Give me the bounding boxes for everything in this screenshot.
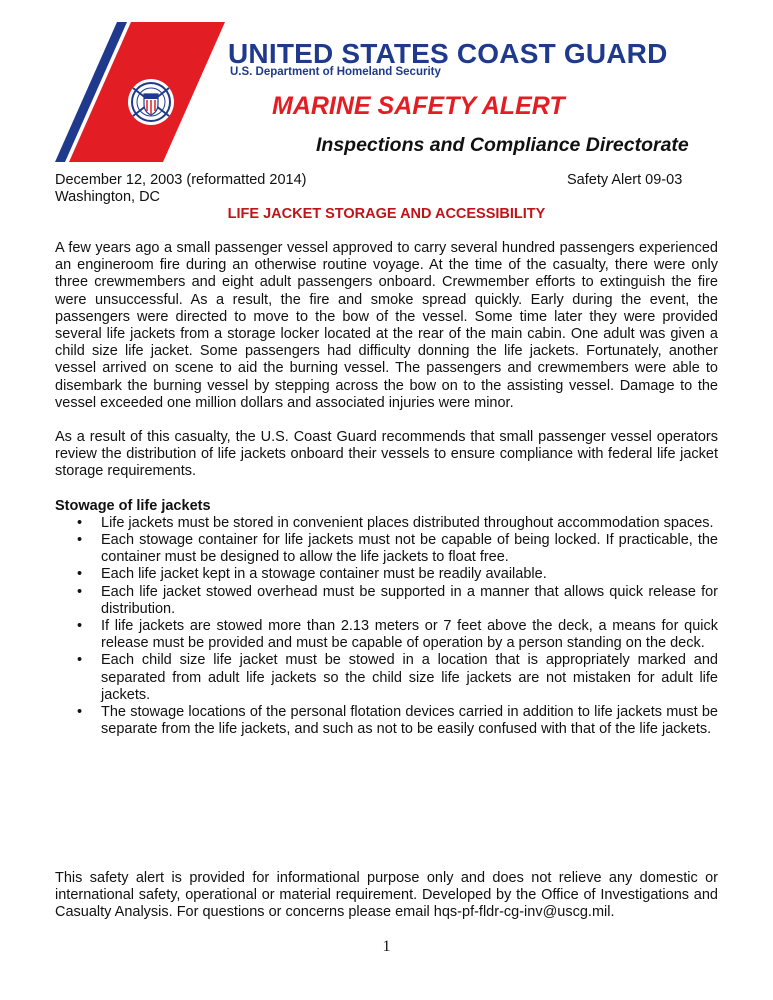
bullet-icon: • [77, 514, 83, 531]
coast-guard-emblem-icon [128, 79, 174, 125]
bullet-icon: • [77, 532, 83, 549]
coast-guard-stripe-logo [55, 22, 225, 162]
list-item-text: Each child size life jacket must be stowed in a location that is appropriately marked and separated from adult life jackets so the child size life jackets are not mistaken for adult life jackets. [101, 652, 718, 703]
bullet-icon: • [77, 583, 83, 600]
alert-number: Safety Alert 09-03 [567, 172, 683, 188]
body-paragraph-1: A few years ago a small passenger vessel approved to carry several hundred passengers experienced an engineroom fire during an otherwise routine voyage. At the time of the casualty, there were only three crewmembers and eight adult passengers onboard. Crewmember efforts to extinguish the fire were unsuccessful. As a result, the fire and smoke spread quickly. Early during the event, the passengers were directed to move to the bow of the vessel. Some time later they were provided several life jackets from a storage locker located at the rear of the main cabin. One adult was given a child size life jacket. Some passengers had difficulty donning the life jackets. Fortunately, another vessel arrived on scene to aid the burning vessel. The passengers and crewmembers were able to disembark the burning vessel by stepping across the bow on to the assisting vessel. Damage to the vessel exceeded one million dollars and associated injuries were minor. [55, 240, 718, 411]
list-item [55, 584, 718, 618]
page-number: 1 [382, 938, 391, 955]
bullet-icon: • [77, 652, 83, 669]
list-item [55, 566, 718, 583]
alert-body [55, 240, 718, 738]
bullet-icon: • [77, 704, 83, 721]
list-item-text: If life jackets are stowed more than 2.13 meters or 7 feet above the deck, a means for quick release must be provided and must be capable of operation by a person standing on the deck. [101, 618, 718, 652]
alert-title: MARINE SAFETY ALERT [272, 92, 565, 120]
list-item [55, 532, 718, 566]
bullet-icon: • [77, 566, 83, 583]
list-item-text: Each life jacket kept in a stowage container must be readily available. [101, 566, 547, 583]
stowage-requirements-list [55, 515, 718, 739]
bullet-icon: • [77, 618, 83, 635]
alert-subject: LIFE JACKET STORAGE AND ACCESSIBILITY [227, 206, 546, 222]
closing-paragraph: This safety alert is provided for informational purpose only and does not relieve any domestic or international safety, operational or material requirement. Developed by the Office of Investigations and Casualty Analysis. For questions or concerns please email hqs-pf-fldr-cg-inv@uscg.mil. [55, 870, 718, 921]
section-heading: Stowage of life jackets [55, 497, 211, 514]
list-item-text: Life jackets must be stored in convenient places distributed throughout accommodation spaces. [101, 514, 714, 531]
body-paragraph-2: As a result of this casualty, the U.S. Coast Guard recommends that small passenger vessel operators review the distribution of life jackets onboard their vessels to ensure compliance with federal life jacket storage requirements. [55, 429, 718, 480]
list-item-text: Each stowage container for life jackets must not be capable of being locked. If practicable, the container must be designed to allow the life jackets to float free. [101, 532, 718, 566]
department-name: U.S. Department of Homeland Security [230, 66, 441, 78]
list-item-text: The stowage locations of the personal flotation devices carried in addition to life jackets must be separate from the life jackets, and such as not to be easily confused with that of the life jackets. [101, 704, 718, 738]
directorate-name: Inspections and Compliance Directorate [316, 134, 689, 156]
alert-location: Washington, DC [55, 189, 161, 205]
list-item [55, 618, 718, 652]
org-name: UNITED STATES COAST GUARD [228, 38, 668, 69]
list-item [55, 515, 718, 532]
alert-date: December 12, 2003 (reformatted 2014) [55, 172, 307, 188]
list-item-text: Each life jacket stowed overhead must be supported in a manner that allows quick release for distribution. [101, 583, 718, 617]
list-item [55, 704, 718, 738]
list-item [55, 652, 718, 704]
